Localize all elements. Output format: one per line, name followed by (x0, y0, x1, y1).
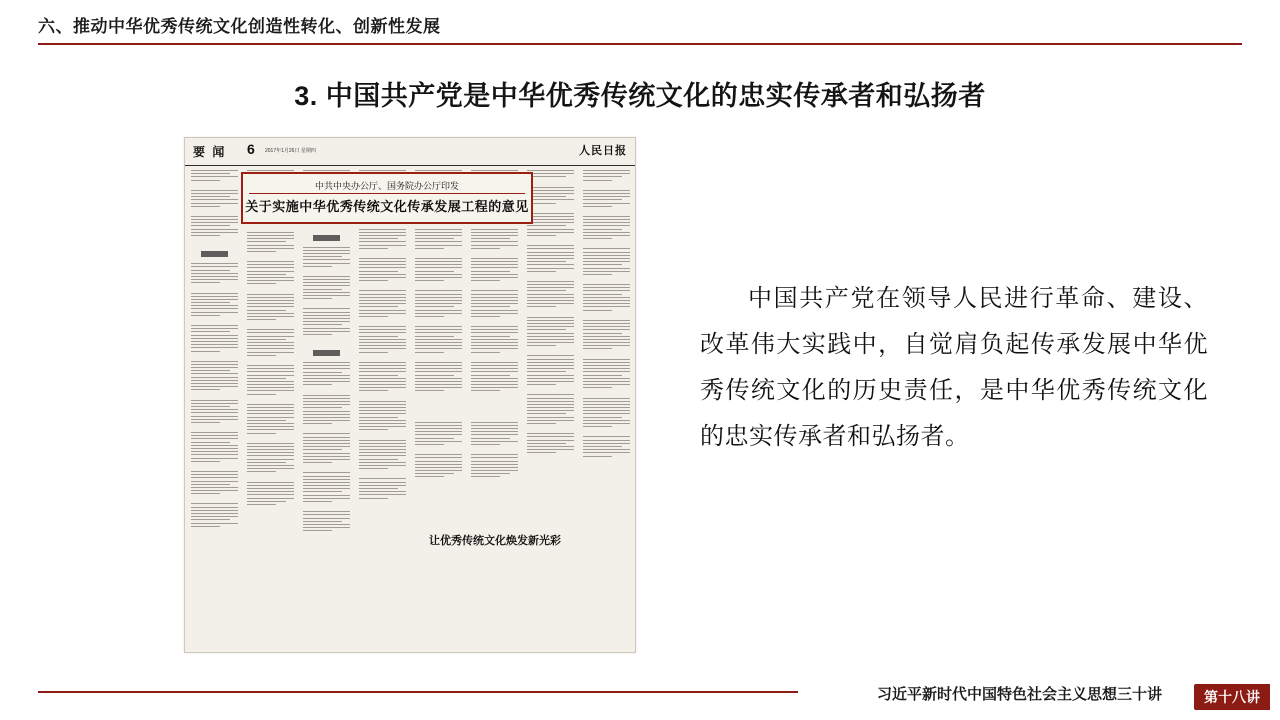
newspaper-column (359, 170, 406, 646)
newspaper-scan-image (184, 137, 636, 653)
newspaper-column (247, 170, 294, 646)
newspaper-logo: 人民日报 (579, 144, 627, 157)
slide-header (0, 0, 1280, 46)
page-title: 3. 中国共产党是中华优秀传统文化的忠实传承者和弘扬者 (294, 81, 986, 111)
newspaper-column (583, 170, 630, 646)
newspaper-masthead (185, 138, 635, 166)
newspaper-subheading (313, 350, 340, 356)
newspaper-subheading (313, 235, 340, 241)
newspaper-columns (191, 170, 629, 646)
newspaper-headline-line2: 关于实施中华优秀传统文化传承发展工程的意见 (245, 199, 529, 214)
newspaper-section-label: 要 闻 (193, 145, 227, 159)
header-section-label: 六、推动中华优秀传统文化创造性转化、创新性发展 (38, 17, 441, 36)
footer-lecture-badge: 第十八讲 (1194, 684, 1270, 710)
newspaper-page-number: 6 (247, 141, 255, 157)
header-divider (38, 43, 1242, 45)
footer-divider (38, 691, 798, 693)
newspaper-column (527, 170, 574, 646)
newspaper-column (303, 170, 350, 646)
newspaper-column (415, 170, 462, 646)
newspaper-column (191, 170, 238, 646)
newspaper-subheading (201, 251, 228, 257)
newspaper-headline-line1: 中共中央办公厅、国务院办公厅印发 (314, 181, 459, 191)
main-paragraph: 中国共产党在领导人民进行革命、建设、改革伟大实践中，自觉肩负起传承发展中华优秀传统文化的历史责任，是中华优秀传统文化的忠实传承者和弘扬者。 (700, 285, 1208, 450)
newspaper-mid-headline: 让优秀传统文化焕发新光彩 (413, 530, 577, 550)
footer-series-title: 习近平新时代中国特色社会主义思想三十讲 (876, 686, 1162, 703)
newspaper-column (471, 170, 518, 646)
newspaper-headline-divider (249, 193, 525, 194)
newspaper-date-line: 2017年1月26日 星期四 (265, 148, 316, 154)
newspaper-headline-box (241, 172, 533, 224)
